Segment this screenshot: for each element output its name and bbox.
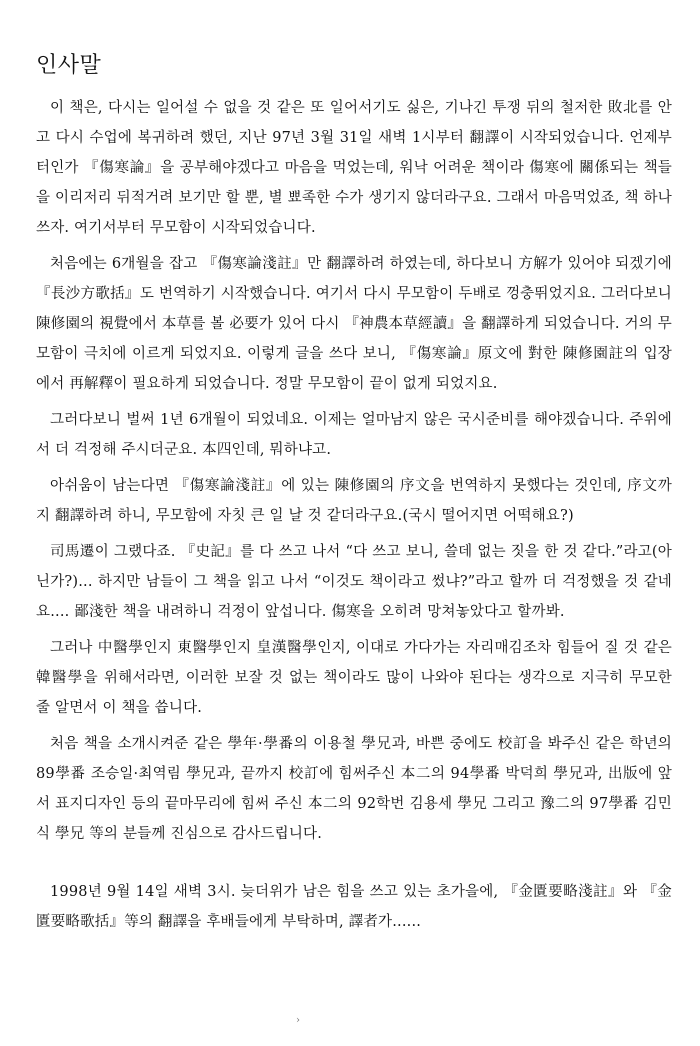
paragraph-6: 그러나 中醫學인지 東醫學인지 皇漢醫學인지, 이대로 가다가는 자리매김조차 힘들어 질 것 같은 韓醫學을 위해서라면, 이러한 보잘 것 없는 책이라도 많이 나와야 된다는 생각으로 지극히 무모한 줄 알면서 이 책을 씁니다.: [36, 640, 672, 716]
paragraph-7: 처음 책을 소개시켜준 같은 學年·學番의 이용철 學兄과, 바쁜 중에도 校訂을 봐주신 같은 학년의 89學番 조승일·최역림 學兄과, 끝까지 校訂에 힘써주신 本二의 94學番 박덕희 學兄과, 出版에 앞서 표지디자인 등의 끝마무리에 힘써 주신 本二의 92학번 김용세 學兄 그리고 豫二의 97學番 김민식 學兄 等의 분들께 진심으로 감사드립니다.: [36, 736, 672, 842]
paragraph-4: 아쉬움이 남는다면 『傷寒論淺註』에 있는 陳修園의 序文을 번역하지 못했다는 것인데, 序文까지 翻譯하려 하니, 무모함에 자칫 큰 일 날 것 같더라구요.(국시 떨어지면 어떡해요?): [36, 478, 672, 524]
paragraph-5: 司馬遷이 그랬다죠. 『史記』를 다 쓰고 나서 “다 쓰고 보니, 쓸데 없는 짓을 한 것 같다.”라고(아닌가?)... 하지만 남들이 그 책을 읽고 나서 “이것도 책이라고 썼냐?”라고 할까 더 걱정했을 것 같네요.... 鄙淺한 책을 내려하니 걱정이 앞섭니다. 傷寒을 오히려 망쳐놓았다고 할까봐.: [36, 544, 672, 620]
closing-paragraph: 1998년 9월 14일 새벽 3시. 늦더위가 남은 힘을 쓰고 있는 초가을에, 『金匱要略淺註』와 『金匱要略歌括』等의 翻譯을 후배들에게 부탁하며, 譯者가......: [36, 884, 672, 930]
paragraph-1: 이 책은, 다시는 일어설 수 없을 것 같은 또 일어서기도 싫은, 기나긴 투쟁 뒤의 철저한 敗北를 안고 다시 수업에 복귀하려 했던, 지난 97년 3월 31일 새벽 1시부터 翻譯이 시작되었습니다. 언제부터인가 『傷寒論』을 공부해야겠다고 마음을 먹었는데, 워낙 어려운 책이라 傷寒에 關係되는 책들을 이리저리 뒤적거려 보기만 할 뿐, 별 뾰족한 수가 생기지 않더라구요. 그래서 마음먹었죠, 책 하나 쓰자. 여기서부터 무모함이 시작되었습니다.: [36, 100, 672, 236]
paragraph-3: 그러다보니 벌써 1년 6개월이 되었네요. 이제는 얼마남지 않은 국시준비를 해야겠습니다. 주위에서 더 걱정해 주시더군요. 本四인데, 뭐하냐고.: [36, 412, 672, 458]
page-mark: ›: [296, 1015, 300, 1026]
paragraph-2: 처음에는 6개월을 잡고 『傷寒論淺註』만 翻譯하려 하였는데, 하다보니 方解가 있어야 되겠기에 『長沙方歌括』도 번역하기 시작했습니다. 여기서 다시 무모함이 두배로 껑충뛰었지요. 그러다보니 陳修園의 視覺에서 本草를 볼 必要가 있어 다시 『神農本草經讀』을 翻譯하게 되었습니다. 거의 무모함이 극치에 이르게 되었지요. 이렇게 글을 쓰다 보니, 『傷寒論』原文에 對한 陳修園註의 입장에서 再解釋이 필요하게 되었습니다. 정말 무모함이 끝이 없게 되었지요.: [36, 256, 672, 392]
document-body: [36, 93, 672, 937]
page-title: 인사말: [36, 53, 102, 78]
